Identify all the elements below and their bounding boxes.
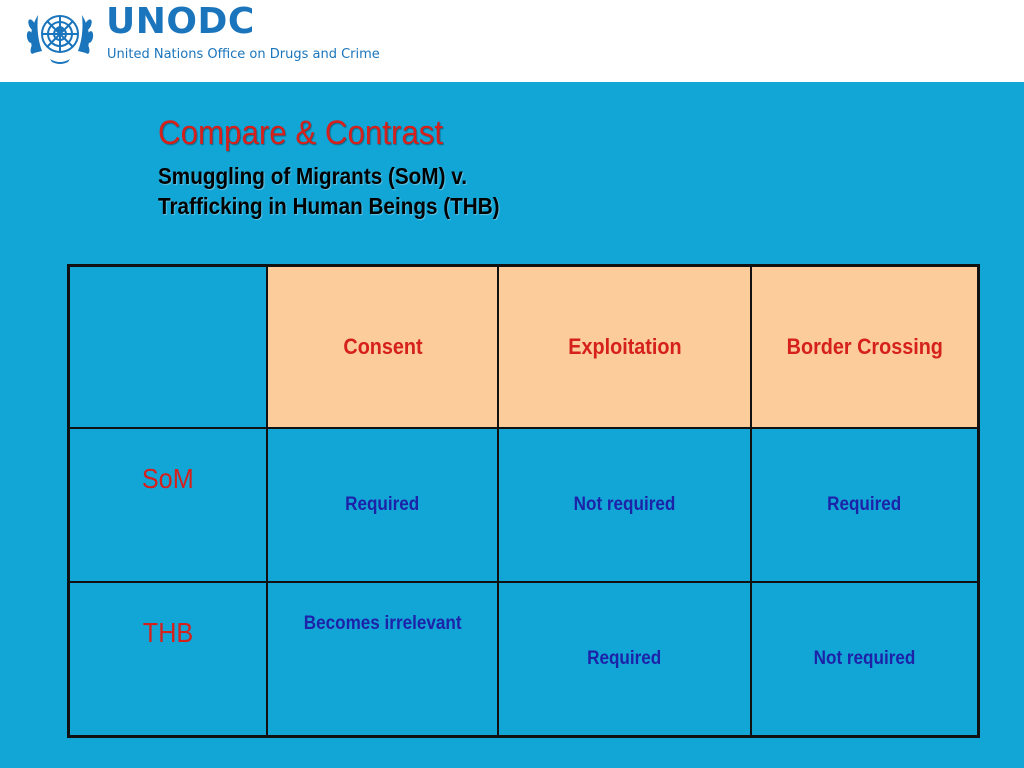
subtitle-line-2: Trafficking in Human Beings (THB): [158, 193, 500, 219]
header-border-crossing: Border Crossing: [751, 266, 979, 429]
comparison-table: [67, 264, 980, 738]
header-consent: Consent: [267, 266, 498, 429]
un-emblem-icon: [22, 3, 98, 67]
cell-som-consent: Required: [267, 428, 498, 582]
header-bar: [0, 0, 1024, 82]
cell-thb-consent: Becomes irrelevant: [267, 582, 498, 737]
cell-som-exploitation: Not required: [498, 428, 751, 582]
row-label-thb: THB: [69, 582, 268, 737]
table-row: [69, 582, 979, 737]
slide-subtitle: [158, 161, 500, 221]
corner-cell: [69, 266, 268, 429]
subtitle-line-1: Smuggling of Migrants (SoM) v.: [158, 163, 467, 189]
slide-title: Compare & Contrast: [158, 114, 444, 152]
row-label-som: SoM: [69, 428, 268, 582]
table-header-row: [69, 266, 979, 429]
cell-thb-border-crossing: Not required: [751, 582, 979, 737]
header-exploitation: Exploitation: [498, 266, 751, 429]
cell-som-border-crossing: Required: [751, 428, 979, 582]
logo-acronym: UNODC: [106, 1, 255, 42]
cell-thb-exploitation: Required: [498, 582, 751, 737]
logo-full-name: United Nations Office on Drugs and Crime: [107, 47, 380, 62]
table-row: [69, 428, 979, 582]
